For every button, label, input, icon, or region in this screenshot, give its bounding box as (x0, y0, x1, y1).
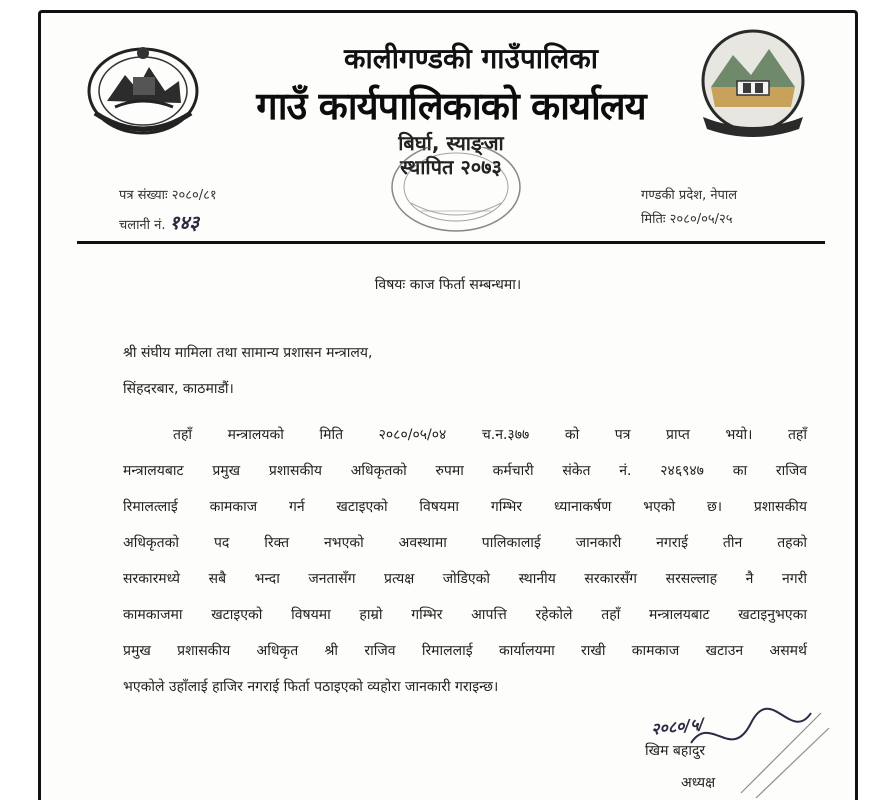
established-year: स्थापित २०७३ (400, 155, 502, 179)
office-name: गाउँ कार्यपालिकाको कार्यालय (256, 84, 646, 128)
addressee-line-2: सिंहदरबार, काठमाडौं। (123, 381, 234, 397)
body-line-8: भएकोले उहाँलाई हाजिर नगराई फिर्ता पठाइएको व्यहोरा जानकारी गराइन्छ। (123, 679, 499, 695)
municipality-name: कालीगण्डकी गाउँपालिका (343, 42, 599, 75)
body-line-1: तहाँ मन्त्रालयको मिति २०८०/०५/०४ च.न.३७७ को पत्र प्राप्त भयो। तहाँ (173, 427, 807, 443)
body-line-4: अधिकृतको पद रिक्त नभएको अवस्थामा पालिकालाई जानकारी नगराई तीन तहको (123, 535, 807, 551)
signatory-title: अध्यक्ष (681, 775, 716, 791)
dispatch-value: १४३ (169, 212, 200, 234)
signature-date: २०८०/५/ (650, 714, 706, 739)
body-line-3: रिमालत्लाई कामकाज गर्न खटाइएको विषयमा गम्भिर ध्यानाकर्षण भएको छ। प्रशासकीय (123, 499, 807, 515)
header-divider (77, 241, 825, 244)
office-location: बिर्घा, स्याङ्जा (398, 131, 504, 155)
dispatch-number (119, 209, 199, 235)
province-label: गण्डकी प्रदेश, नेपाल (641, 188, 738, 203)
letter-page (38, 10, 858, 800)
letter-number: पत्र संख्याः २०८०/८१ (119, 188, 217, 203)
body-line-6: कामकाजमा खटाइएको विषयमा हाम्रो गम्भिर आपत्ति रहेकोले तहाँ मन्त्रालयबाट खटाइनुभएका (123, 607, 807, 623)
addressee-line-1: श्री संघीय मामिला तथा सामान्य प्रशासन मन्त्रालय, (123, 345, 373, 361)
official-stamp (381, 147, 531, 237)
dispatch-label: चलानी नं. (119, 218, 166, 233)
letter-date: मितिः २०८०/०५/२५ (641, 212, 733, 227)
nepal-emblem-logo (85, 41, 201, 137)
subject-line: विषयः काज फिर्ता सम्बन्धमा। (374, 277, 522, 293)
signatory-name: खिम बहादुर (645, 743, 706, 759)
body-line-5: सरकारमध्ये सबै भन्दा जनतासँग प्रत्यक्ष जोडिएको स्थानीय सरकारसँग सरसल्लाह नै नगरी (123, 571, 807, 587)
body-line-7: प्रमुख प्रशासकीय अधिकृत श्री राजिव रिमाललाई कार्यालयमा राखी कामकाज खटाउन असमर्थ (123, 643, 807, 659)
body-line-2: मन्त्रालयबाट प्रमुख प्रशासकीय अधिकृतको रुपमा कर्मचारी संकेत नं. २४६९४७ का राजिव (123, 463, 807, 479)
municipality-logo (697, 25, 809, 145)
